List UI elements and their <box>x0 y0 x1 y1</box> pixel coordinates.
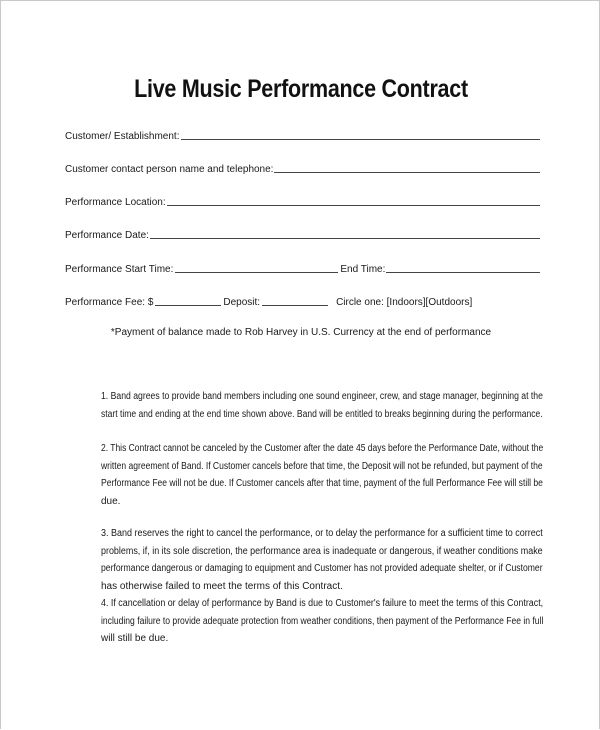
contact-person-row <box>65 161 541 175</box>
customer-establishment-row <box>65 128 541 142</box>
time-row <box>65 261 541 275</box>
performance-date-line[interactable] <box>150 237 540 239</box>
performance-location-line[interactable] <box>167 204 540 206</box>
contact-person-label: Customer contact person name and telephone: <box>65 164 274 175</box>
clause-4 <box>101 595 543 648</box>
clause-3-line: 3. Band reserves the right to cancel the performance, or to delay the performance for a sufficient time to correct <box>101 528 543 539</box>
clause-1 <box>101 388 543 423</box>
clause-2-line: Performance Fee will not be due. If Customer cancels after that time, payment of the full Performance Fee will still be <box>101 478 543 489</box>
fee-line[interactable] <box>155 304 221 306</box>
end-time-label: End Time: <box>340 264 386 275</box>
performance-date-row <box>65 227 541 241</box>
circle-one-label: Circle one: [Indoors][Outdoors] <box>336 297 473 308</box>
clause-2-line: 2. This Contract cannot be canceled by the Customer after the date 45 days before the Performance Date, without the <box>101 443 544 454</box>
document-title: Live Music Performance Contract <box>134 75 468 103</box>
clause-4-line: will still be due. <box>101 633 169 644</box>
clause-2-line: due. <box>101 495 121 507</box>
start-time-line[interactable] <box>175 271 338 273</box>
clause-3-line: performance dangerous or damaging to equipment and Customer has not provided adequate shelter, or if Customer <box>101 563 543 574</box>
clause-2 <box>101 440 543 510</box>
deposit-line[interactable] <box>262 304 328 306</box>
contact-person-line[interactable] <box>274 171 540 173</box>
customer-establishment-line[interactable] <box>181 138 541 140</box>
performance-location-row <box>65 194 541 208</box>
clause-3 <box>101 525 543 595</box>
fee-label: Performance Fee: $ <box>65 297 154 308</box>
payment-note: *Payment of balance made to Rob Harvey in U.S. Currency at the end of performance <box>110 327 492 338</box>
fee-row <box>65 294 541 308</box>
clause-4-line: including failure to provide adequate protection from weather conditions, then payment of the Performance Fee in full <box>101 615 544 627</box>
deposit-label: Deposit: <box>223 297 261 308</box>
clause-2-line: written agreement of Band. If Customer cancels before that time, the Deposit will not be refunded, but payment of the <box>101 460 543 472</box>
clause-4-line: 4. If cancellation or delay of performance by Band is due to Customer's failure to meet the terms of this Contract, <box>101 598 544 609</box>
clause-1-line: 1. Band agrees to provide band members including one sound engineer, crew, and stage manager, beginning at the <box>101 391 543 402</box>
performance-date-label: Performance Date: <box>65 230 149 241</box>
performance-location-label: Performance Location: <box>65 197 166 208</box>
customer-establishment-label: Customer/ Establishment: <box>65 131 180 142</box>
start-time-label: Performance Start Time: <box>65 264 174 275</box>
end-time-line[interactable] <box>386 271 540 273</box>
clause-1-line: start time and ending at the end time shown above. Band will be entitled to breaks beginning during the performance. <box>101 408 543 420</box>
clause-3-line: problems, if, in its sole discretion, the performance area is inadequate or dangerous, if weather conditions make <box>101 545 543 557</box>
clause-3-line: has otherwise failed to meet the terms of this Contract. <box>101 580 343 592</box>
